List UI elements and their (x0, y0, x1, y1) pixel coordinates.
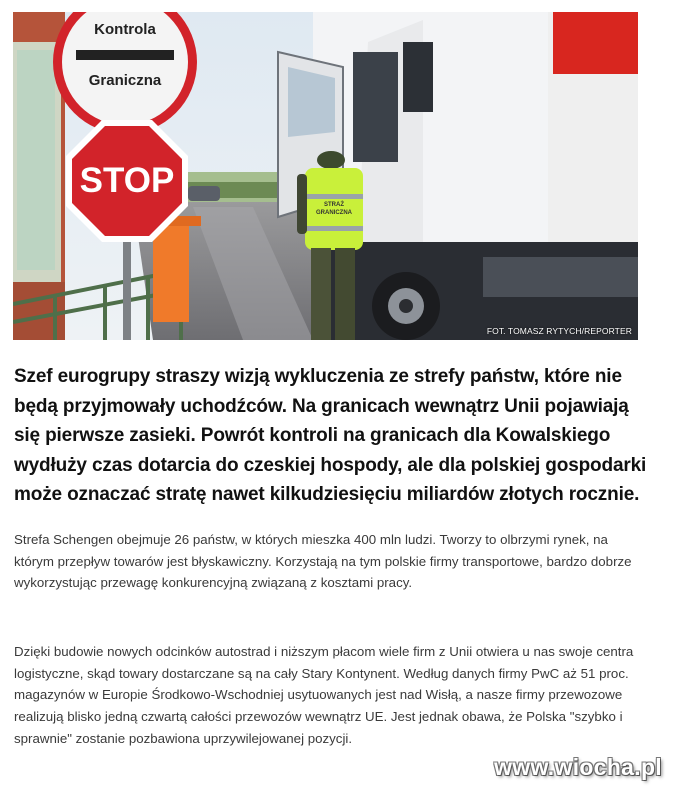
distant-car (188, 186, 220, 201)
photo-credit: FOT. TOMASZ RYTYCH/REPORTER (486, 326, 632, 336)
article-photo (13, 12, 638, 340)
stop-sign (66, 120, 188, 242)
site-watermark: www.wiocha.pl (494, 754, 662, 780)
stop-text: STOP (79, 161, 175, 200)
article-lead: Szef eurogrupy straszy wizją wykluczenia ze strefy państw, które nie będą przyjmowały uchodźców. Na granicach wewnątrz Unii pojawiają się pierwsze zasieki. Powrót kontroli na granicach dla Kowalskiego wydłuży czas dotarcia do czeskiej hospody, ale dla polskiej gospodarki może oznaczać stratę nawet kilkudziesięciu miliardów złotych rocznie. (14, 366, 647, 505)
border-crossing-illustration (13, 12, 638, 340)
vest-text-line1: STRAŻ (324, 202, 344, 208)
sign-top-line1: Kontrola (94, 21, 156, 38)
article-paragraph-1: Strefa Schengen obejmuje 26 państw, w których mieszka 400 mln ludzi. Tworzy to olbrzymi rynek, na którym przepływ towarów jest błyskawiczny. Korzystają na tym polskie firmy transportowe, bardzo dobrze wykorzystując przewagę konkurencyjną związaną z kosztami pracy. (14, 532, 632, 591)
article-paragraph-2: Dzięki budowie nowych odcinków autostrad i niższym płacom wiele firm z Unii otwiera u nas swoje centra logistyczne, skąd towary dostarczane są na cały Stary Kontynent. Według danych firmy PwC aż 51 proc. magazynów w Europie Środkowo-Wschodniej usytuowanych jest nad Wisłą, a nasze firmy przewozowe realizują blisko jedną czwartą całości przewozów wewnątrz UE. Jest jednak obawa, że Polska "szybko i sprawnie" zostanie pozbawiona uprzywilejowanej pozycji. (14, 644, 634, 746)
vest-text-line2: GRANICZNA (316, 210, 352, 216)
barrier-post (153, 222, 189, 322)
sign-top-line2: Graniczna (88, 72, 162, 89)
